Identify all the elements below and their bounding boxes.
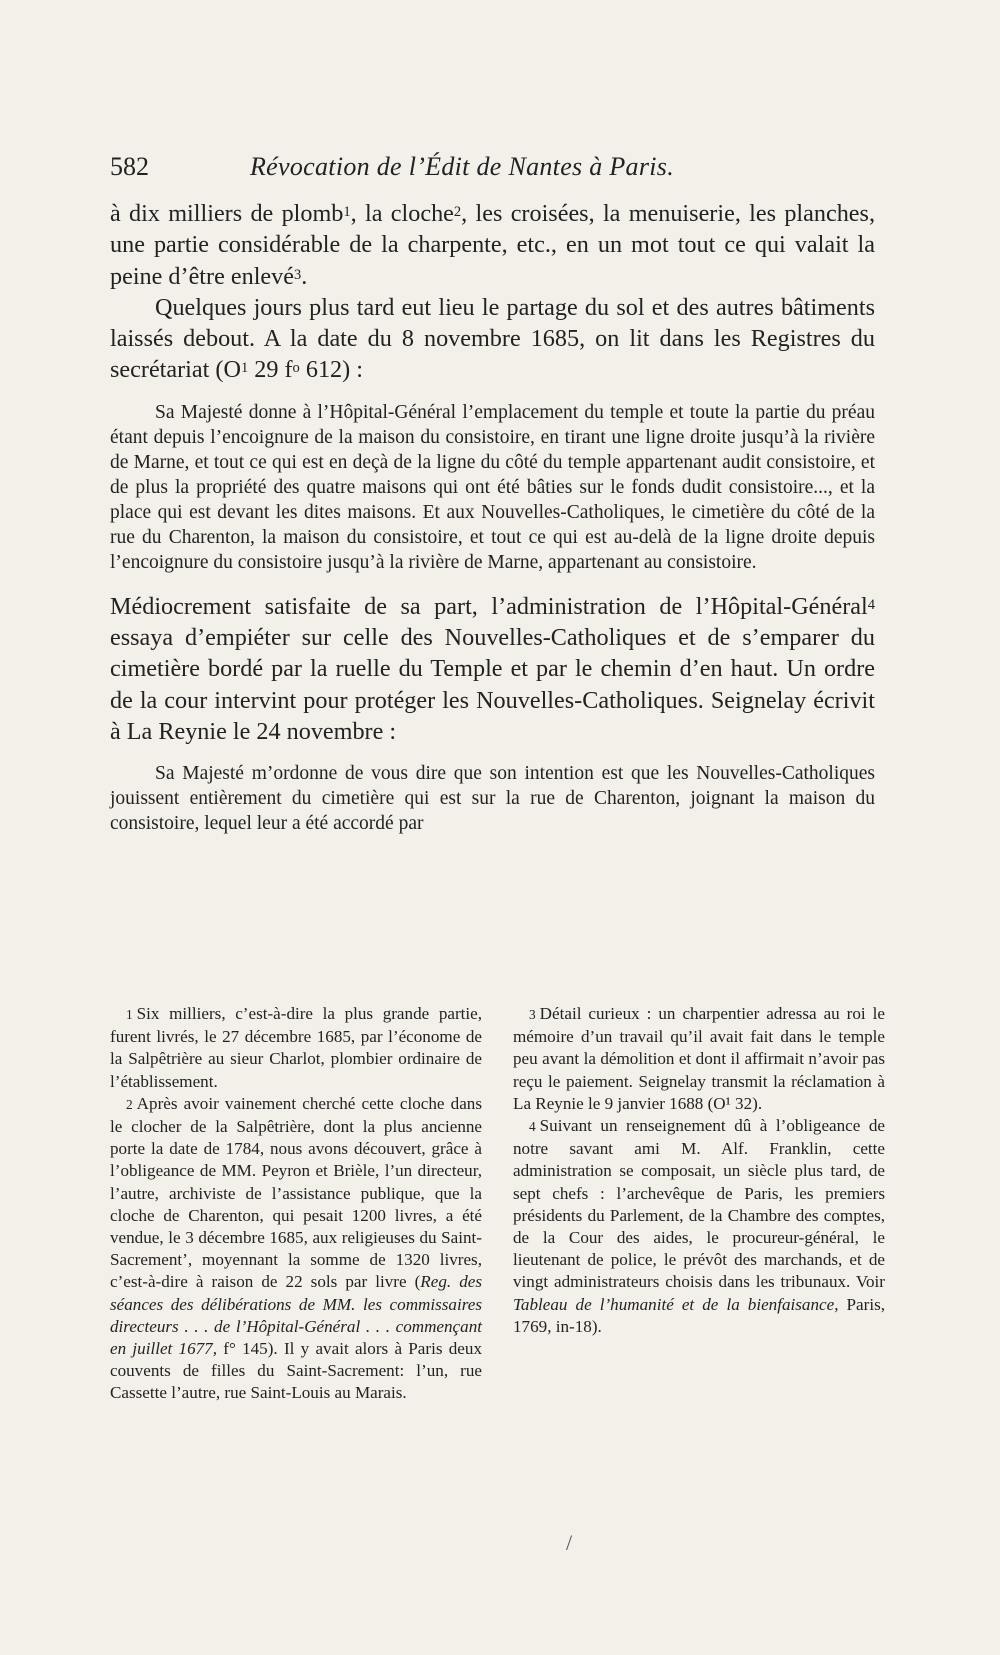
footnote-ref-1: 1 <box>343 203 351 220</box>
footnote-ref-4: 4 <box>867 596 875 613</box>
footnote-column-left <box>110 1003 482 1405</box>
paragraph-1: à dix milliers de plomb$^1$, la cloche$^2$, les croisées, la menuiserie, les planches, une partie considérable de la charpente, etc., en un mot tout ce qui valait la peine d’être enlevé$^3$. <box>110 200 876 290</box>
block-quote-1: Sa Majesté donne à l’Hôpital-Général l’emplacement du temple et toute la partie du préau étant depuis l’encoignure de la maison du consistoire, en tirant une ligne droite jusqu’à la rivière de Marne, et tout ce qui est en deçà de la ligne du côté du temple appartenant audit consistoire, et de plus la propriété des quatre maisons qui ont été bâties sur le fonds dudit consistoire..., et la place qui est devant les dites maisons. Et aux Nouvelles-Catholiques, le cimetière du côté de la rue du Charenton, la maison du consistoire, et tout ce qui est au-delà de la ligne droite depuis l’encoignure du consistoire jusqu’à la rivière de Marne, appartenant au consistoire. <box>110 401 875 573</box>
main-text <box>110 198 875 850</box>
page-header <box>110 150 890 184</box>
footnote-ref-2: 2 <box>453 203 462 220</box>
footnotes <box>110 1003 885 1405</box>
footnote-column-right <box>513 1003 885 1405</box>
paragraph-2: Quelques jours plus tard eut lieu le partage du sol et des autres bâtiments laissés debout. A la date du 8 novembre 1685, on lit dans les Registres du secrétariat ($O^1$ 29 $f^o$ 612) : <box>110 293 875 384</box>
page-number: 582 <box>110 152 149 181</box>
footnote-1: 1 Six milliers, c’est-à-dire la plus grande partie, furent livrés, le 27 décembre 1685, par l’économe de la Salpêtrière au sieur Charlot, plombier ordinaire de l’établissement. <box>110 1004 482 1091</box>
paragraph-3: Médiocrement satisfaite de sa part, l’administration de l’Hôpital-Général$^4$ essaya d’empiéter sur celle des Nouvelles-Catholiques et de s’emparer du cimetière bordé par la ruelle du Temple et par le chemin d’en haut. Un ordre de la cour intervint pour protéger les Nouvelles-Catholiques. Seignelay écrivit à La Reynie le 24 novembre : <box>110 592 875 745</box>
running-title: Révocation de l’Édit de Nantes à Paris. <box>250 152 675 181</box>
footnote-ref-3: 3 <box>293 266 302 283</box>
footnote-3: 3 Détail curieux : un charpentier adressa au roi le mémoire d’un travail qu’il avait fait dans le temple peu avant la démolition et dont il affirmait n’avoir pas reçu le paiement. Seignelay transmit la réclamation à La Reynie le 9 janvier 1688 (O¹ 32). <box>513 1004 885 1113</box>
stray-mark: / <box>566 1530 573 1555</box>
footnote-2: 2 Après avoir vainement cherché cette cloche dans le clocher de la Salpêtrière, dont la plus ancienne porte la date de 1784, nous avons découvert, grâce à l’obligeance de MM. Peyron et Brièle, l’un directeur, l’autre, archiviste de l’assistance publique, que la cloche de Charenton, qui pesait 1200 livres, a été vendue, le 3 décembre 1685, aux religieuses du Saint-Sacrement’, moyennant la somme de 1320 livres, c’est-à-dire à raison de 22 sols par livre (Reg. des séances des délibérations de MM. les commissaires directeurs . . . de l’Hôpital-Général . . . commençant en juillet 1677, f° 145). Il y avait alors à Paris deux couvents de filles du Saint-Sacrement: l’un, rue Cassette l’autre, rue Saint-Louis au Marais. <box>110 1093 482 1403</box>
footnote-4: 4 Suivant un renseignement dû à l’obligeance de notre savant ami M. Alf. Franklin, cette administration se composait, un siècle plus tard, de sept chefs : l’archevêque de Paris, les premiers présidents du Parlement, de la Chambre des comptes, de la Cour des aides, le procureur-général, le lieutenant de police, le prévôt des marchands, et de vingt administrateurs choisis dans les tribunaux. Voir Tableau de l’humanité et de la bienfaisance, Paris, 1769, in-18). <box>513 1116 886 1336</box>
block-quote-2: Sa Majesté m’ordonne de vous dire que son intention est que les Nouvelles-Catholiques jouissent entièrement du cimetière qui est sur la rue de Charenton, joignant la maison du consistoire, lequel leur a été accordé par <box>110 763 875 835</box>
